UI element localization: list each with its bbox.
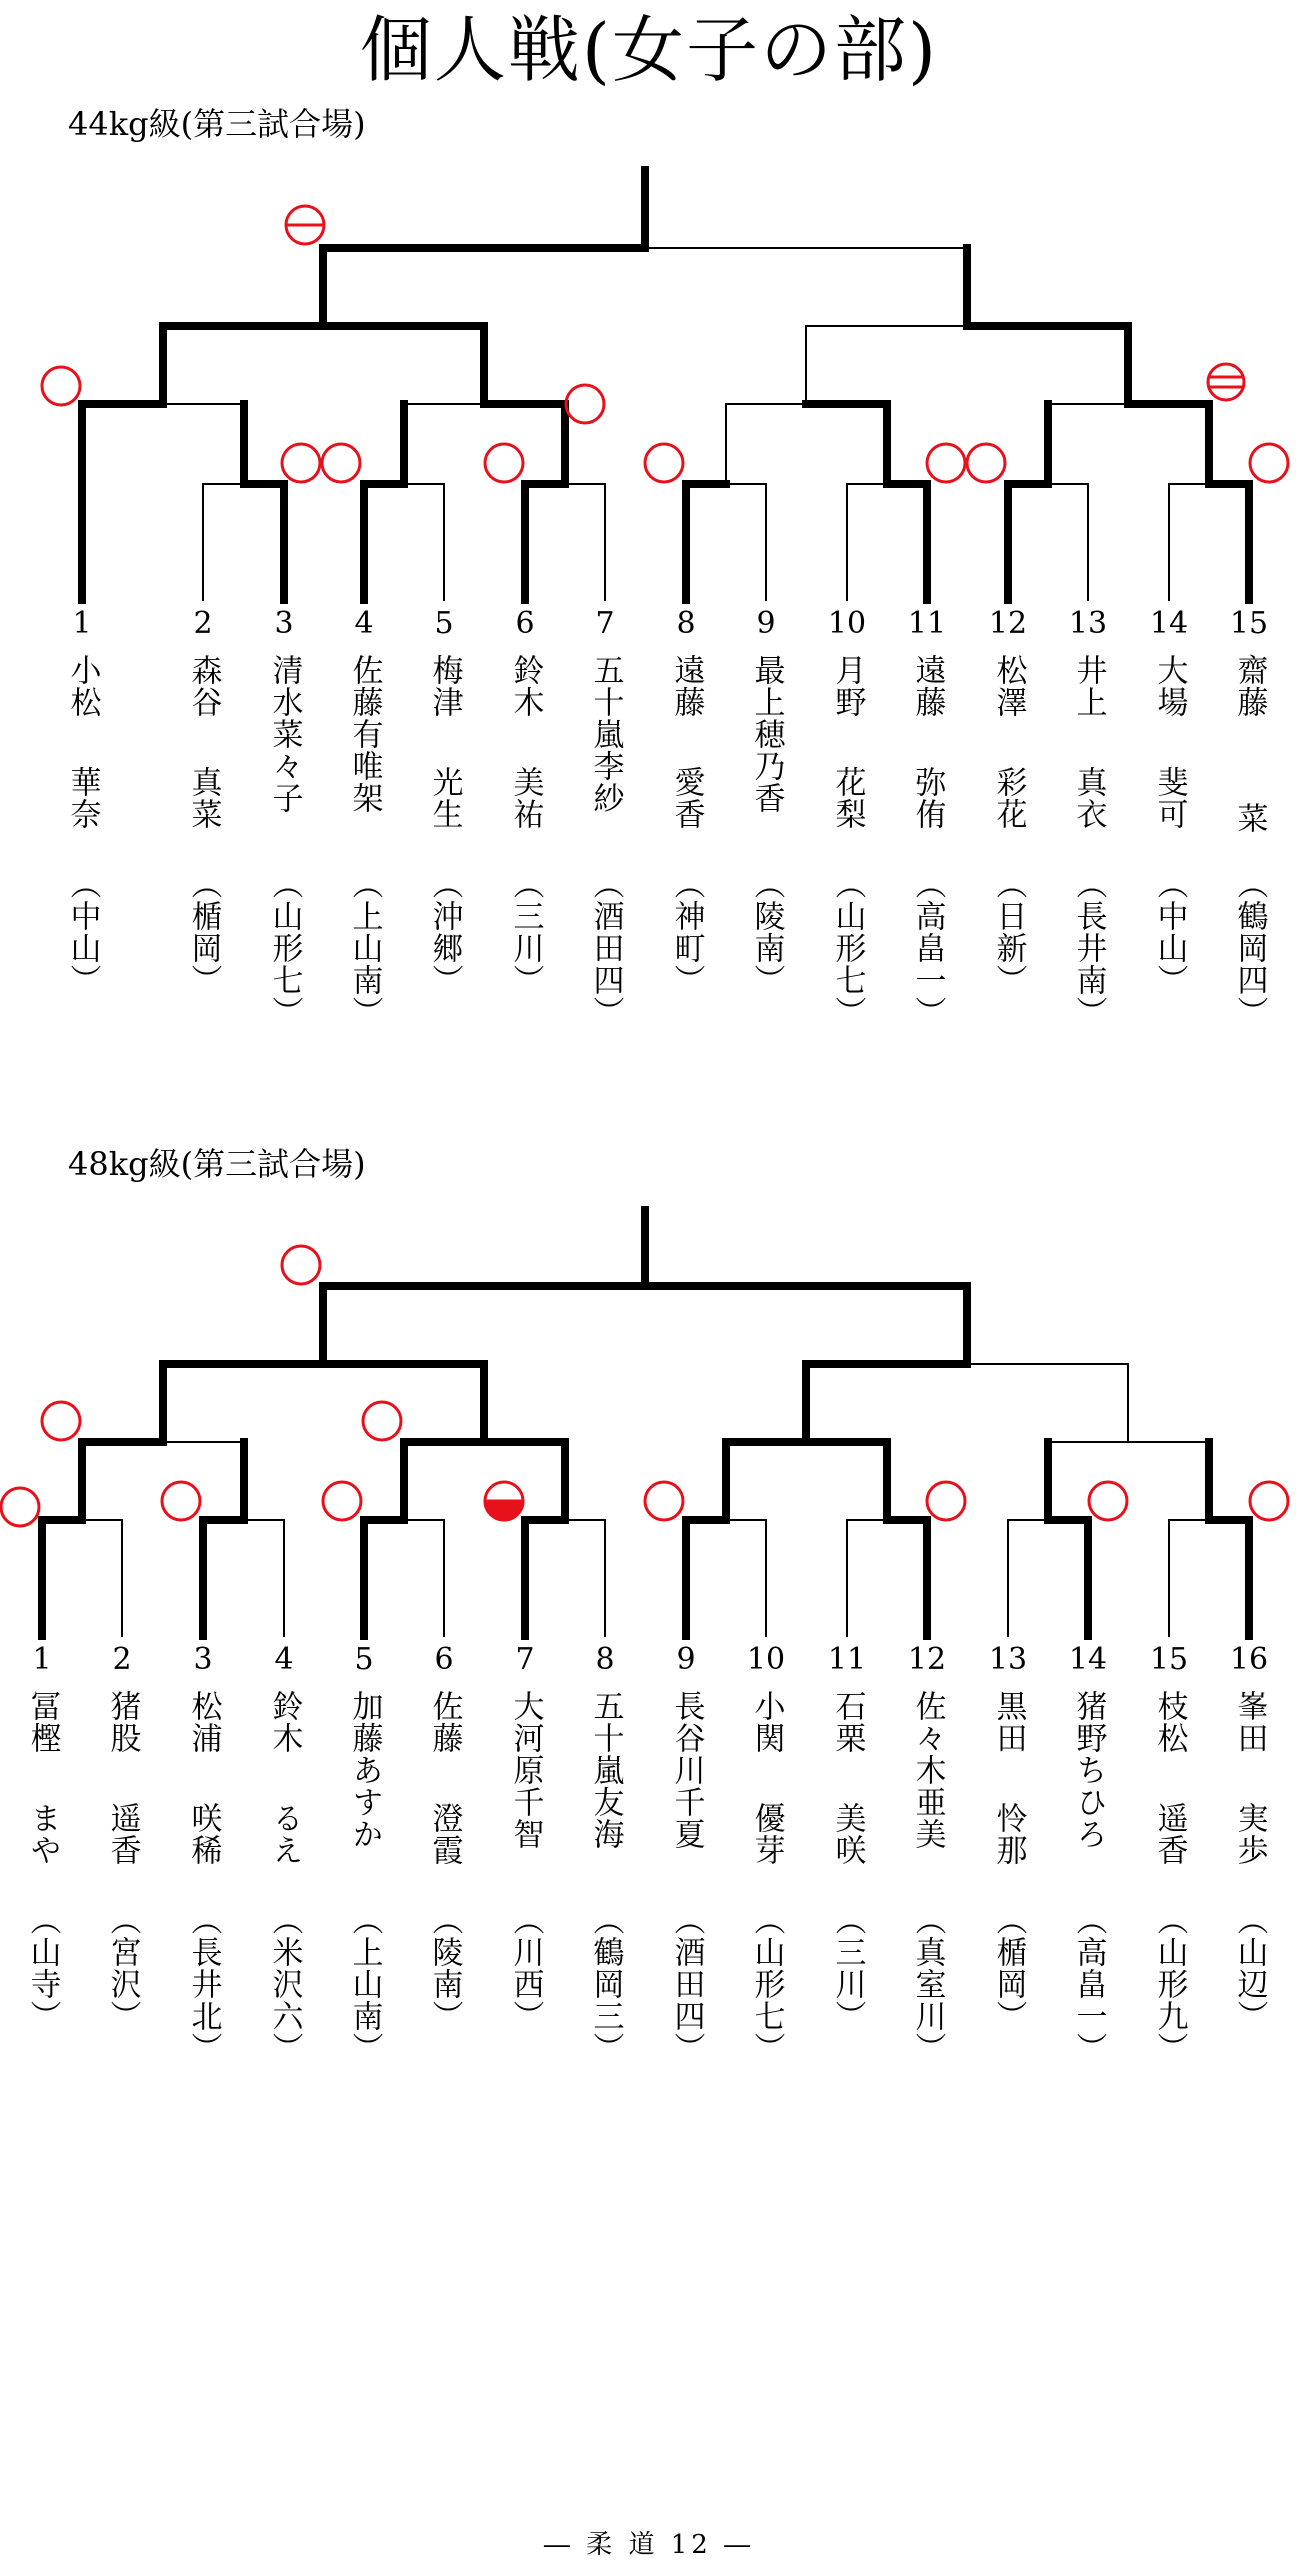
- entrant: [416, 606, 472, 1046]
- entrant-given-name: 澄霞: [426, 1802, 463, 1866]
- entrant: [577, 1642, 633, 2102]
- entrant-family-name: 齋藤: [1231, 654, 1268, 718]
- entrant-number: 7: [595, 606, 615, 641]
- entrant-family-name: 石栗: [829, 1690, 866, 1754]
- entrant: [416, 1642, 472, 2102]
- entrant-family-name: 森谷: [185, 654, 222, 718]
- entrant-full-name: 五十嵐李紗: [587, 654, 624, 814]
- entrant-school: （真室川）: [909, 1904, 946, 2064]
- entrant-family-name: 小松: [64, 654, 101, 718]
- entrant-family-name: 佐藤: [426, 1690, 463, 1754]
- entrant-school: （日新）: [990, 868, 1027, 996]
- entrant-given-name: 彩花: [990, 766, 1027, 830]
- entrant-school: （陵南）: [748, 868, 785, 996]
- entrant: [14, 1642, 70, 2102]
- entrant-family-name: 鈴木: [266, 1690, 303, 1754]
- entrant: [658, 606, 714, 1046]
- entrant: [980, 606, 1036, 1046]
- entrant-family-name: 鈴木: [507, 654, 544, 718]
- entrant-number: 5: [354, 1642, 374, 1677]
- entrant-school: （山辺）: [1231, 1904, 1268, 2032]
- entrant-given-name: 遥香: [104, 1802, 141, 1866]
- entrant: [175, 606, 231, 1046]
- entrant-number: 3: [274, 606, 294, 641]
- entrant-given-name: 愛香: [668, 766, 705, 830]
- entrant-full-name: 加藤あすか: [346, 1690, 383, 1850]
- entrant-given-name: 怜那: [990, 1802, 1027, 1866]
- entrant-family-name: 冨樫: [24, 1690, 61, 1754]
- entrant-number: 15: [1229, 606, 1269, 641]
- entrant-school: （楯岡）: [185, 868, 222, 996]
- entrant-number: 13: [1068, 606, 1108, 641]
- entrant-family-name: 黒田: [990, 1690, 1027, 1754]
- entrant: [497, 606, 553, 1046]
- entrant-given-name: 実歩: [1231, 1802, 1268, 1866]
- entrant-number: 11: [827, 1642, 867, 1677]
- entrant-family-name: 猪股: [104, 1690, 141, 1754]
- entrant-number: 10: [827, 606, 867, 641]
- entrant-full-name: 大河原千智: [507, 1690, 544, 1850]
- entrant-school: （川西）: [507, 1904, 544, 2032]
- entrant-school: （高畠一）: [909, 868, 946, 1028]
- entrant-number: 3: [193, 1642, 213, 1677]
- entrant: [658, 1642, 714, 2102]
- entrant-school: （山形九）: [1151, 1904, 1188, 2064]
- page-title: 個人戦(女子の部): [359, 8, 939, 92]
- entrant-number: 9: [676, 1642, 696, 1677]
- entrant-family-name: 峯田: [1231, 1690, 1268, 1754]
- entrant-given-name: 斐可: [1151, 766, 1188, 830]
- entrant: [1141, 606, 1197, 1046]
- entrant-number: 14: [1149, 606, 1189, 641]
- entrant: [819, 1642, 875, 2102]
- entrant-school: （鶴岡四）: [1231, 868, 1268, 1028]
- entrant: [175, 1642, 231, 2102]
- entrant: [819, 606, 875, 1046]
- entrant-school: （山寺）: [24, 1904, 61, 2032]
- entrant-school: （高畠一）: [1070, 1904, 1107, 2064]
- entrant: [1141, 1642, 1197, 2102]
- entrant: [738, 606, 794, 1046]
- entrant-family-name: 松澤: [990, 654, 1027, 718]
- entrant-number: 2: [112, 1642, 132, 1677]
- entrant-school: （上山南）: [346, 1904, 383, 2064]
- entrant-number: 12: [907, 1642, 947, 1677]
- entrant-school: （陵南）: [426, 1904, 463, 2032]
- entrant-full-name: 猪野ちひろ: [1070, 1690, 1107, 1850]
- entrant-family-name: 月野: [829, 654, 866, 718]
- entrant: [256, 1642, 312, 2102]
- entrant: [738, 1642, 794, 2102]
- entrant-family-name: 遠藤: [909, 654, 946, 718]
- entrant-family-name: 松浦: [185, 1690, 222, 1754]
- entrant-full-name: 佐々木亜美: [909, 1690, 946, 1850]
- entrant: [1221, 1642, 1277, 2102]
- entrant: [497, 1642, 553, 2102]
- entrant-family-name: 遠藤: [668, 654, 705, 718]
- bracket-44kg-heading: 44kg級(第三試合場): [68, 105, 366, 143]
- entrant-number: 8: [595, 1642, 615, 1677]
- entrant: [94, 1642, 150, 2102]
- entrant: [1060, 1642, 1116, 2102]
- entrant-number: 8: [676, 606, 696, 641]
- entrant-given-name: 真衣: [1070, 766, 1107, 830]
- entrant-number: 16: [1229, 1642, 1269, 1677]
- entrant-given-name: 真菜: [185, 766, 222, 830]
- entrant: [577, 606, 633, 1046]
- entrant-school: （中山）: [64, 868, 101, 996]
- entrant-school: （三川）: [829, 1904, 866, 2032]
- entrant: [1221, 606, 1277, 1046]
- entrant-number: 5: [434, 606, 454, 641]
- entrant-given-name: 弥侑: [909, 766, 946, 830]
- entrant: [336, 606, 392, 1046]
- entrant-number: 6: [434, 1642, 454, 1677]
- entrant-given-name: まや: [24, 1802, 61, 1866]
- entrant-school: （上山南）: [346, 868, 383, 1028]
- entrant-given-name: 花梨: [829, 766, 866, 830]
- entrant-school: （酒田四）: [587, 868, 624, 1028]
- bracket-48kg-tree: [0, 1200, 1298, 1640]
- entrant-full-name: 五十嵐友海: [587, 1690, 624, 1850]
- entrant-number: 15: [1149, 1642, 1189, 1677]
- entrant-school: （山形七）: [266, 868, 303, 1028]
- entrant-number: 6: [515, 606, 535, 641]
- entrant-school: （山形七）: [748, 1904, 785, 2064]
- entrant-given-name: 遥香: [1151, 1802, 1188, 1866]
- entrant-family-name: 大場: [1151, 654, 1188, 718]
- entrant-family-name: 井上: [1070, 654, 1107, 718]
- entrant-family-name: 小関: [748, 1690, 785, 1754]
- entrant-given-name: 菜: [1231, 802, 1268, 834]
- entrant-school: （山形七）: [829, 868, 866, 1028]
- entrant-given-name: 咲稀: [185, 1802, 222, 1866]
- entrant-number: 7: [515, 1642, 535, 1677]
- entrant-school: （宮沢）: [104, 1904, 141, 2032]
- entrant-number: 11: [907, 606, 947, 641]
- entrant-number: 13: [988, 1642, 1028, 1677]
- entrant-given-name: 優芽: [748, 1802, 785, 1866]
- entrant-number: 14: [1068, 1642, 1108, 1677]
- entrant: [899, 606, 955, 1046]
- entrant: [1060, 606, 1116, 1046]
- entrant-given-name: 美咲: [829, 1802, 866, 1866]
- entrant-number: 2: [193, 606, 213, 641]
- entrant-school: （沖郷）: [426, 868, 463, 996]
- entrant-number: 9: [756, 606, 776, 641]
- entrant-given-name: 光生: [426, 766, 463, 830]
- entrant-full-name: 最上穂乃香: [748, 654, 785, 814]
- entrant-school: （長井北）: [185, 1904, 222, 2064]
- page-footer: ― 柔 道 12 ―: [543, 2530, 755, 2560]
- bracket-44kg-tree: [0, 160, 1298, 600]
- entrant: [899, 1642, 955, 2102]
- entrant-school: （三川）: [507, 868, 544, 996]
- entrant: [256, 606, 312, 1046]
- entrant-family-name: 枝松: [1151, 1690, 1188, 1754]
- entrant-full-name: 佐藤有唯架: [346, 654, 383, 814]
- entrant: [54, 606, 110, 1046]
- entrant: [980, 1642, 1036, 2102]
- entrant-given-name: 美祐: [507, 766, 544, 830]
- entrant-number: 1: [72, 606, 92, 641]
- entrant-school: （長井南）: [1070, 868, 1107, 1028]
- entrant-number: 4: [274, 1642, 294, 1677]
- entrant-number: 10: [746, 1642, 786, 1677]
- entrant-given-name: 華奈: [64, 766, 101, 830]
- entrant-school: （米沢六）: [266, 1904, 303, 2064]
- entrant-number: 12: [988, 606, 1028, 641]
- entrant-full-name: 長谷川千夏: [668, 1690, 705, 1850]
- entrant-full-name: 清水菜々子: [266, 654, 303, 814]
- entrant-given-name: るえ: [266, 1802, 303, 1866]
- entrant-number: 1: [32, 1642, 52, 1677]
- bracket-48kg-heading: 48kg級(第三試合場): [68, 1145, 366, 1183]
- entrant-number: 4: [354, 606, 374, 641]
- entrant-family-name: 梅津: [426, 654, 463, 718]
- entrant: [336, 1642, 392, 2102]
- entrant-school: （酒田四）: [668, 1904, 705, 2064]
- entrant-school: （楯岡）: [990, 1904, 1027, 2032]
- entrant-school: （中山）: [1151, 868, 1188, 996]
- entrant-school: （神町）: [668, 868, 705, 996]
- entrant-school: （鶴岡三）: [587, 1904, 624, 2064]
